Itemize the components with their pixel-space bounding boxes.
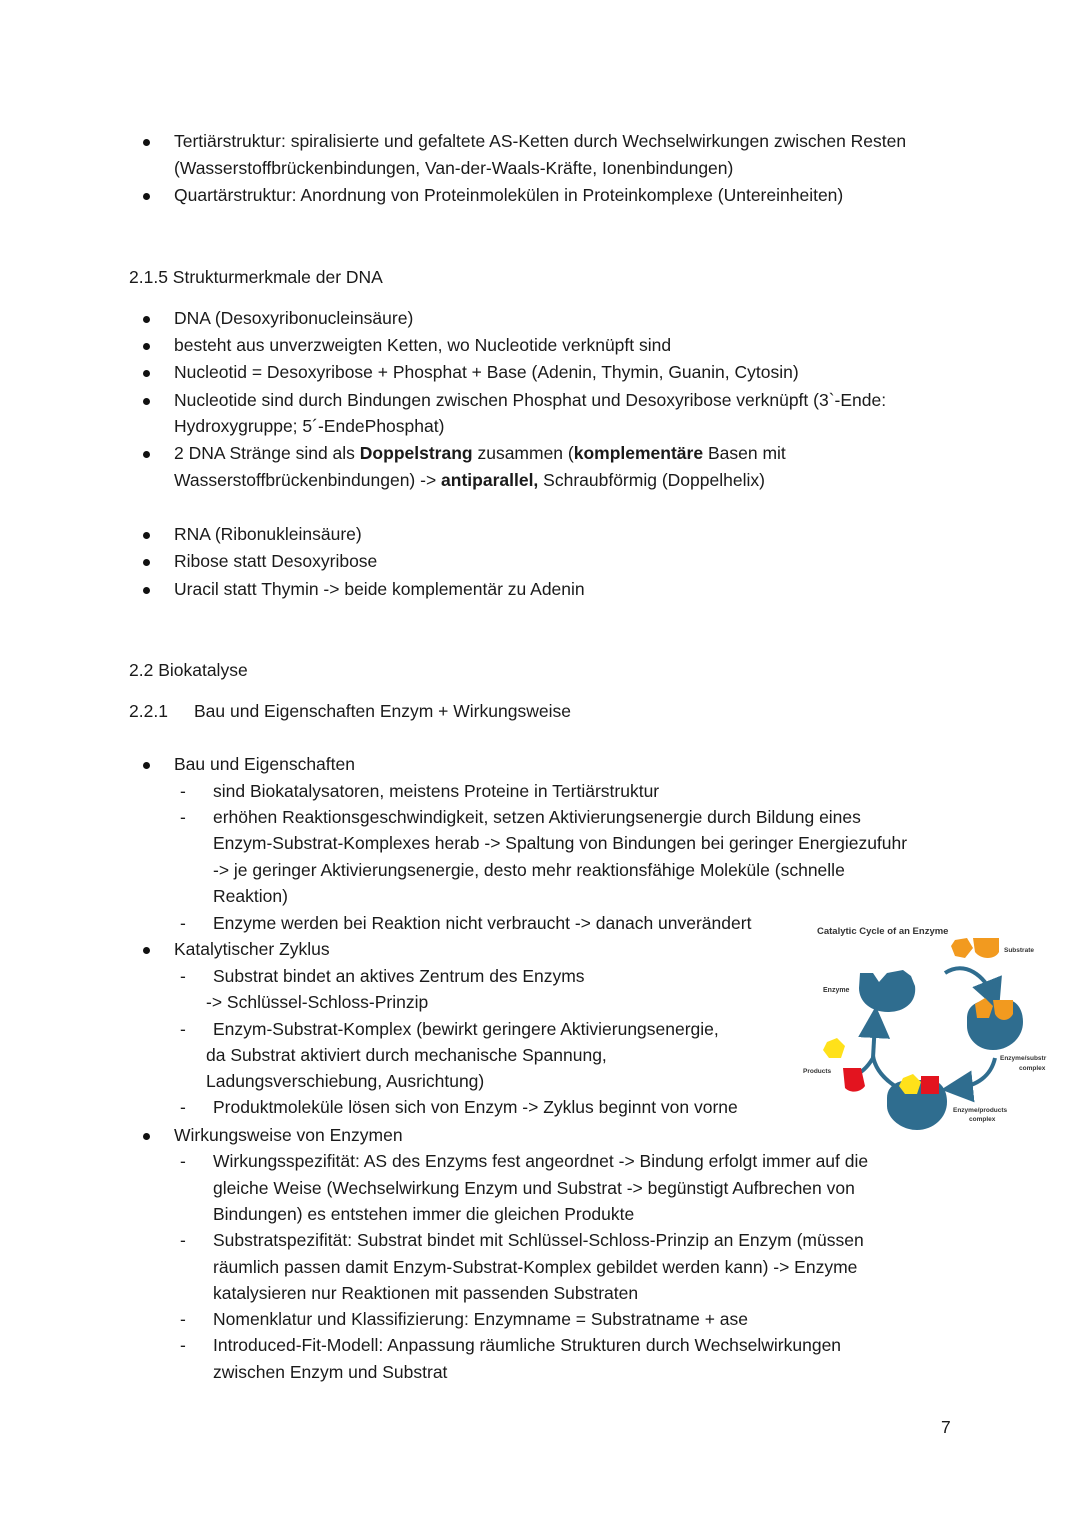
dash: - [180, 1019, 186, 1039]
section-heading-biokatalyse: 2.2 Biokatalyse [129, 660, 248, 680]
dash: - [180, 913, 186, 933]
wirkung-dash-4-line-2: zwischen Enzym und Substrat [213, 1362, 448, 1382]
ep-complex-label-2: complex [969, 1116, 996, 1123]
dash: - [180, 1230, 186, 1250]
zyklus-dash-2-line-2: da Substrat aktiviert durch mechanische Spannung, [206, 1045, 607, 1065]
product-red [843, 1068, 865, 1092]
quaternary-line: Quartärstruktur: Anordnung von Proteinmolekülen in Proteinkomplexe (Untereinheiten) [174, 185, 844, 205]
cycle-arrow [957, 1058, 995, 1088]
product-red [921, 1076, 939, 1094]
bau-dash-2-line-3: -> je geringer Aktivierungsenergie, desto mehr reaktionsfähige Moleküle (schnelle [213, 860, 845, 880]
zyklus-title: Katalytischer Zyklus [174, 939, 330, 959]
dash: - [180, 966, 186, 986]
bullet [143, 370, 150, 377]
text-run: Wasserstoffbrückenbindungen) -> [174, 470, 442, 490]
ep-complex-label-1: Enzyme/products [953, 1107, 1008, 1114]
bullet [143, 451, 150, 458]
bullet [143, 316, 150, 323]
dash: - [180, 1097, 186, 1117]
page-number: 7 [941, 1417, 951, 1437]
cycle-arrow [945, 968, 993, 996]
rna-item-3: Uracil statt Thymin -> beide komplementär zu Adenin [174, 579, 585, 599]
dna-item-3: Nucleotid = Desoxyribose + Phosphat + Base (Adenin, Thymin, Guanin, Cytosin) [174, 362, 799, 382]
tertiary-line-2: (Wasserstoffbrückenbindungen, Van-der-Waals-Kräfte, Ionenbindungen) [174, 158, 734, 178]
enzyme-cycle-figure [795, 918, 1065, 1138]
cycle-arrow [873, 1056, 895, 1086]
tertiary-line-1: Tertiärstruktur: spiralisierte und gefaltete AS-Ketten durch Wechselwirkungen zwischen Resten [174, 131, 907, 151]
section-heading-dna: 2.1.5 Strukturmerkmale der DNA [129, 267, 383, 287]
dash: - [180, 781, 186, 801]
enzyme-shape [859, 970, 915, 1012]
bullet [143, 559, 150, 566]
rna-item-1: RNA (Ribonukleinsäure) [174, 524, 362, 544]
bullet [143, 398, 150, 405]
bau-title: Bau und Eigenschaften [174, 754, 355, 774]
bullet [143, 762, 150, 769]
dash: - [180, 1151, 186, 1171]
zyklus-dash-3: Produktmoleküle lösen sich von Enzym -> Zyklus beginnt von vorne [213, 1097, 738, 1117]
substrate-shape [951, 938, 973, 958]
dna-item-1: DNA (Desoxyribonucleinsäure) [174, 308, 414, 328]
text-run: Schraubförmig (Doppelhelix) [538, 470, 765, 490]
wirkung-dash-3: Nomenklatur und Klassifizierung: Enzymname = Substratname + ase [213, 1309, 748, 1329]
dash: - [180, 807, 186, 827]
es-complex-label-2: complex [1019, 1065, 1046, 1072]
text-run: Basen mit [703, 443, 786, 463]
dna-item-5-line-1 [174, 440, 786, 467]
bullet [143, 139, 150, 146]
zyklus-dash-2-line-1: Enzym-Substrat-Komplex (bewirkt geringere Aktivierungsenergie, [213, 1019, 719, 1039]
es-complex-label-1: Enzyme/substr [1000, 1055, 1047, 1062]
bold-term: antiparallel, [441, 470, 539, 490]
bau-dash-2-line-2: Enzym-Substrat-Komplexes herab -> Spaltung von Bindungen bei geringer Energiezufuhr [213, 833, 908, 853]
subsection-title: Bau und Eigenschaften Enzym + Wirkungsweise [194, 701, 571, 721]
bold-term: Doppelstrang [359, 443, 473, 463]
product-yellow [823, 1038, 845, 1058]
substrate-label: Substrate [1004, 947, 1034, 954]
bullet [143, 947, 150, 954]
bau-dash-3: Enzyme werden bei Reaktion nicht verbraucht -> danach unverändert [213, 913, 752, 933]
dash: - [180, 1309, 186, 1329]
text-run: zusammen ( [472, 443, 574, 463]
bullet [143, 343, 150, 350]
wirkung-dash-4-line-1: Introduced-Fit-Modell: Anpassung räumliche Strukturen durch Wechselwirkungen [213, 1335, 842, 1355]
cycle-arrow [873, 1022, 875, 1058]
wirkung-dash-2-line-1: Substratspezifität: Substrat bindet mit Schlüssel-Schloss-Prinzip an Enzym (müssen [213, 1230, 864, 1250]
bau-dash-2-line-4: Reaktion) [213, 886, 288, 906]
enzyme-label: Enzyme [823, 987, 850, 994]
zyklus-dash-2-line-3: Ladungsverschiebung, Ausrichtung) [206, 1071, 485, 1091]
text-run: 2 DNA Stränge sind als [174, 443, 360, 463]
wirkung-dash-1-line-1: Wirkungsspezifität: AS des Enzyms fest angeordnet -> Bindung erfolgt immer auf die [213, 1151, 869, 1171]
zyklus-dash-1-line-1: Substrat bindet an aktives Zentrum des Enzyms [213, 966, 585, 986]
dash: - [180, 1335, 186, 1355]
dna-item-5-line-2 [174, 467, 765, 494]
products-label: Products [803, 1068, 832, 1075]
subsection-number: 2.2.1 [129, 701, 168, 721]
bullet [143, 532, 150, 539]
substrate-shape [973, 938, 999, 958]
rna-item-2: Ribose statt Desoxyribose [174, 551, 378, 571]
bullet [143, 1133, 150, 1140]
wirkung-dash-1-line-3: Bindungen) es entstehen immer die gleichen Produkte [213, 1204, 635, 1224]
dna-item-2: besteht aus unverzweigten Ketten, wo Nucleotide verknüpft sind [174, 335, 672, 355]
zyklus-dash-1-line-2: -> Schlüssel-Schloss-Prinzip [206, 992, 429, 1012]
bau-dash-2-line-1: erhöhen Reaktionsgeschwindigkeit, setzen Aktivierungsenergie durch Bildung eines [213, 807, 861, 827]
wirkung-dash-2-line-3: katalysieren nur Reaktionen mit passenden Substraten [213, 1283, 639, 1303]
wirkung-dash-2-line-2: räumlich passen damit Enzym-Substrat-Komplex gebildet werden kann) -> Enzyme [213, 1257, 858, 1277]
figure-title: Catalytic Cycle of an Enzyme [817, 926, 949, 937]
bullet [143, 193, 150, 200]
wirkung-dash-1-line-2: gleiche Weise (Wechselwirkung Enzym und Substrat -> begünstigt Aufbrechen von [213, 1178, 855, 1198]
wirkung-title: Wirkungsweise von Enzymen [174, 1125, 403, 1145]
bullet [143, 587, 150, 594]
dna-item-4-line-1: Nucleotide sind durch Bindungen zwischen Phosphat und Desoxyribose verknüpft (3`-Ende: [174, 390, 887, 410]
bold-term: komplementäre [573, 443, 704, 463]
bau-dash-1: sind Biokatalysatoren, meistens Proteine in Tertiärstruktur [213, 781, 660, 801]
dna-item-4-line-2: Hydroxygruppe; 5´-EndePhosphat) [174, 416, 445, 436]
